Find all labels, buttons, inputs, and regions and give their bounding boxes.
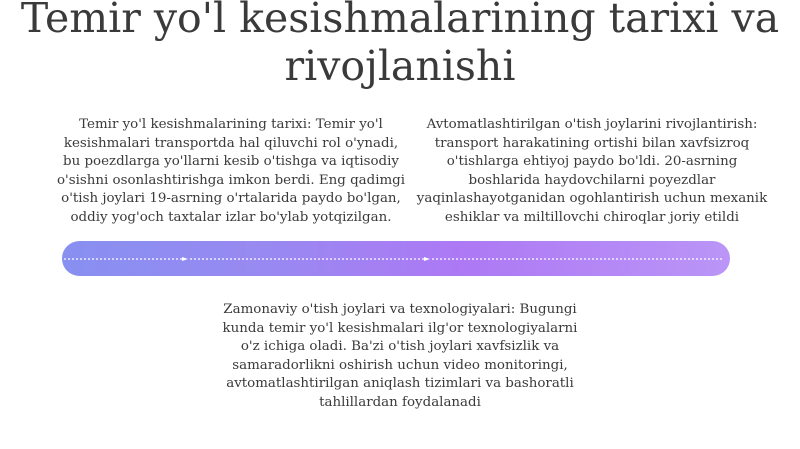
page-title: Temir yo'l kesishmalarining tarixi va rivojlanishi bbox=[20, 0, 780, 90]
timeline-text-modern: Zamonaviy o'tish joylari va texnologiyalari: Bugungi kunda temir yo'l kesishmalari ilg'or texnologiyalarni o'z ichiga oladi. Ba'zi o'tish joylari xavfsizlik va samaradorlikni oshirish uchun video monitoringi, avtomatlashtirilgan aniqlash tizimlari va bashoratli tahlillardan foydalanadi bbox=[222, 302, 578, 410]
timeline-text-automation: Avtomatlashtirilgan o'tish joylarini rivojlantirish: transport harakatining ortishi bilan xavfsizroq o'tishlarga ehtiyoj paydo bo'ldi. 20-asrning boshlarida haydovchilarni poyezdlar yaqinlashayotganidan ogohlantirish uchun mexanik eshiklar va miltillovchi chiroqlar joriy etildi bbox=[416, 117, 768, 225]
timeline-arrow-line bbox=[64, 257, 728, 261]
timeline-text-history: Temir yo'l kesishmalarining tarixi: Temir yo'l kesishmalari transportda hal qiluvchi rol o'ynadi, bu poezdlarga yo'llarni kesib o'tishga va iqtisodiy o'sishni osonlashtirishga imkon berdi. Eng qadimgi o'tish joylari 19-asrning o'rtalarida paydo bo'lgan, oddiy yog'och taxtalar izlar bo'ylab yotqizilgan. bbox=[56, 117, 406, 225]
timeline-arrowhead-1 bbox=[182, 257, 188, 261]
timeline-arrowhead-2 bbox=[424, 257, 430, 261]
